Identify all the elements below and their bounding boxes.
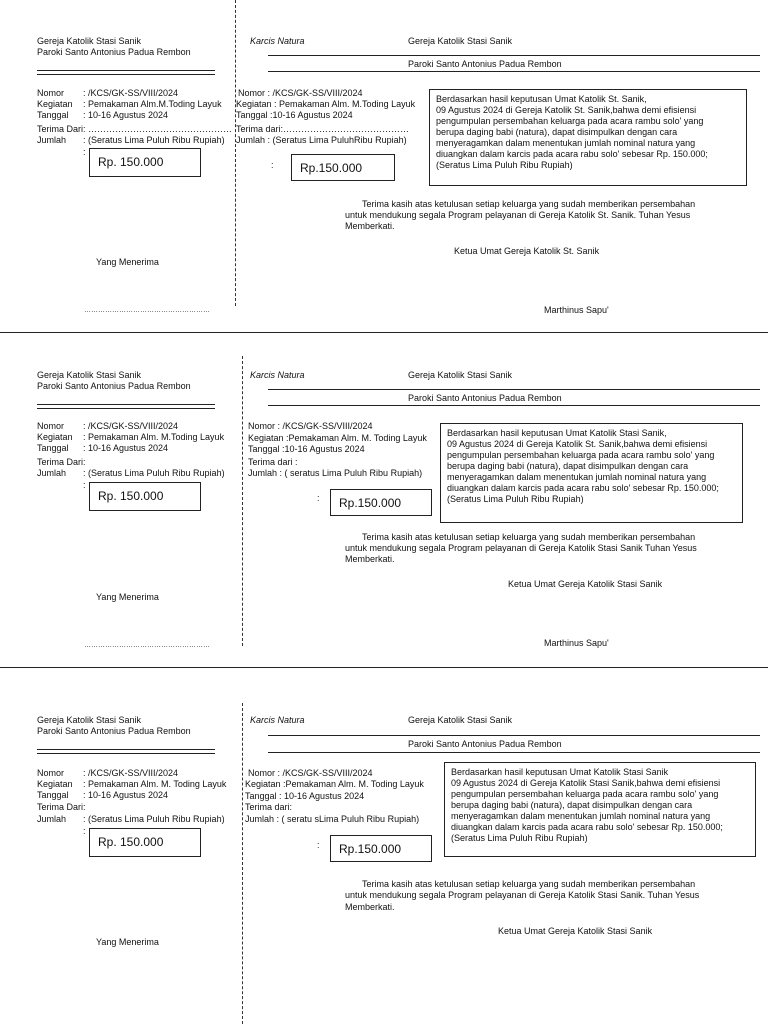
colon: :	[83, 147, 86, 157]
kegiatan-value: : Pemakaman Alm. M. Toding Layuk	[83, 779, 227, 789]
thanks-line: untuk mendukung segala Program pelayanan di Gereja Katolik St. Sanik. Tuhan Yesus	[345, 210, 691, 220]
header-rule	[268, 735, 760, 736]
jumlah-right: Jumlah : (Seratus Lima PuluhRibu Rupiah)	[236, 135, 407, 145]
parish-name: Paroki Santo Antonius Padua Rembon	[37, 47, 191, 57]
decision-line: diuangkan dalam karcis pada acara rabu solo' sebesar Rp. 150.000;	[447, 483, 719, 493]
header-rule	[268, 71, 760, 72]
colon: :	[317, 493, 320, 503]
receiver-label: Yang Menerima	[96, 937, 159, 947]
tanggal-right: Tanggal :10-16 Agustus 2024	[248, 444, 365, 454]
header-rule	[37, 749, 215, 750]
kegiatan-value: : Pemakaman Alm. M.Toding Layuk	[83, 432, 225, 442]
tanggal-label: Tanggal	[37, 443, 69, 453]
header-rule	[37, 74, 215, 75]
parish-name: Paroki Santo Antonius Padua Rembon	[37, 381, 191, 391]
kegiatan-right: Kegiatan :Pemakaman Alm. M. Toding Layuk	[245, 779, 424, 789]
thanks-line: Memberkati.	[345, 221, 395, 231]
kegiatan-label: Kegiatan	[37, 432, 73, 442]
terima-right: Terima dari:	[245, 802, 293, 812]
receiver-label: Yang Menerima	[96, 592, 159, 602]
terima-right: Terima dari :	[248, 457, 298, 467]
kegiatan-right: Kegiatan :Pemakaman Alm. M. Toding Layuk	[248, 433, 427, 443]
ticket-separator	[0, 667, 768, 668]
colon: :	[83, 826, 86, 836]
nomor-right: Nomor : /KCS/GK-SS/VIII/2024	[248, 421, 373, 431]
decision-line: 09 Agustus 2024 di Gereja Katolik St. Sanik,bahwa demi efisiensi	[447, 439, 708, 449]
decision-line: (Seratus Lima Puluh Ribu Rupiah)	[436, 160, 573, 170]
colon: :	[317, 840, 320, 850]
nomor-value: : /KCS/GK-SS/VIII/2024	[83, 88, 179, 98]
decision-line: berupa daging babi (natura), dapat disimpulkan dengan cara	[447, 461, 689, 471]
ketua-label: Ketua Umat Gereja Katolik St. Sanik	[454, 246, 600, 256]
nomor-label: Nomor	[37, 88, 65, 98]
nomor-value: : /KCS/GK-SS/VIII/2024	[83, 768, 179, 778]
karcis-title: Karcis Natura	[250, 36, 305, 46]
signature-line: ………………………………………………	[84, 642, 210, 649]
tanggal-label: Tanggal	[37, 110, 69, 120]
perforation-line	[242, 703, 243, 1024]
decision-line: (Seratus Lima Puluh Ribu Rupiah)	[447, 494, 584, 504]
decision-line: diuangkan dalam karcis pada acara rabu solo' sebesar Rp. 150.000;	[436, 149, 708, 159]
header-rule	[37, 408, 215, 409]
terima-label: Terima Dari:	[37, 802, 86, 812]
nomor-right: Nomor : /KCS/GK-SS/VIII/2024	[248, 768, 373, 778]
amount-box: Rp. 150.000	[89, 148, 201, 177]
colon: :	[83, 480, 86, 490]
kegiatan-value: : Pemakaman Alm.M.Toding Layuk	[83, 99, 222, 109]
ticket-separator	[0, 332, 768, 333]
decision-line: Berdasarkan hasil keputusan Umat Katolik St. Sanik,	[436, 94, 647, 104]
amount-box-right: Rp.150.000	[330, 489, 432, 516]
parish-name-right: Paroki Santo Antonius Padua Rembon	[408, 59, 562, 69]
header-rule	[37, 753, 215, 754]
kegiatan-right: Kegiatan : Pemakaman Alm. M.Toding Layuk	[236, 99, 416, 109]
org-name-right: Gereja Katolik Stasi Sanik	[408, 36, 513, 46]
org-name-right: Gereja Katolik Stasi Sanik	[408, 715, 513, 725]
decision-line: Berdasarkan hasil keputusan Umat Katolik Stasi Sanik	[451, 767, 669, 777]
thanks-line: Memberkati.	[345, 902, 395, 912]
header-rule	[268, 389, 760, 390]
tanggal-right: Tanggal : 10-16 Agustus 2024	[245, 791, 365, 801]
thanks-line: untuk mendukung segala Program pelayanan di Gereja Katolik Stasi Sanik. Tuhan Yesus	[345, 890, 700, 900]
signature-line: ………………………………………………	[84, 307, 210, 314]
terima-label: Terima Dari:	[37, 124, 86, 134]
decision-line: diuangkan dalam karcis pada acara rabu solo' sebesar Rp. 150.000;	[451, 822, 723, 832]
perforation-line	[242, 356, 243, 646]
decision-line: menyeragamkan dalam menentukan jumlah nominal natura yang	[451, 811, 711, 821]
jumlah-value: : (Seratus Lima Puluh Ribu Rupiah)	[83, 135, 225, 145]
decision-line: pengumpulan persembahan keluarga pada acara rambu solo' yang	[447, 450, 715, 460]
parish-name: Paroki Santo Antonius Padua Rembon	[37, 726, 191, 736]
decision-box	[429, 89, 747, 186]
decision-line: berupa daging babi (natura), dapat disimpulkan dengan cara	[451, 800, 693, 810]
header-rule	[268, 405, 760, 406]
ketua-label: Ketua Umat Gereja Katolik Stasi Sanik	[508, 579, 663, 589]
kegiatan-label: Kegiatan	[37, 99, 73, 109]
decision-line: menyeragamkan dalam menentukan jumlah nominal natura yang	[436, 138, 696, 148]
jumlah-value: : (Seratus Lima Puluh Ribu Rupiah)	[83, 468, 225, 478]
amount-box-right: Rp.150.000	[291, 154, 395, 181]
tanggal-value: : 10-16 Agustus 2024	[83, 443, 169, 453]
colon: :	[271, 160, 274, 170]
ticket-1	[0, 0, 768, 334]
tanggal-value: : 10-16 Agustus 2024	[83, 110, 169, 120]
nomor-label: Nomor	[37, 421, 65, 431]
header-rule	[37, 404, 215, 405]
signer-name: Marthinus Sapu'	[544, 305, 609, 315]
amount-box: Rp. 150.000	[89, 828, 201, 857]
amount-box-right: Rp.150.000	[330, 835, 432, 862]
kegiatan-label: Kegiatan	[37, 779, 73, 789]
decision-line: 09 Agustus 2024 di Gereja Katolik Stasi Sanik,bahwa demi efisiensi	[451, 778, 721, 788]
karcis-title: Karcis Natura	[250, 370, 305, 380]
decision-line: pengumpulan persembahan keluarga pada acara rambu solo' yang	[451, 789, 719, 799]
header-rule	[37, 70, 215, 71]
decision-line: menyeragamkan dalam menentukan jumlah nominal natura yang	[447, 472, 707, 482]
org-name-right: Gereja Katolik Stasi Sanik	[408, 370, 513, 380]
thanks-line: Terima kasih atas ketulusan setiap keluarga yang sudah memberikan persembahan	[362, 879, 696, 889]
jumlah-label: Jumlah	[37, 135, 67, 145]
nomor-right: Nomor : /KCS/GK-SS/VIII/2024	[238, 88, 363, 98]
decision-line: pengumpulan persembahan keluarga pada acara rambu solo' yang	[436, 116, 704, 126]
ticket-3	[0, 681, 768, 1015]
terima-value: …………………………………………	[88, 124, 232, 134]
thanks-line: Terima kasih atas ketulusan setiap keluarga yang sudah memberikan persembahan	[362, 199, 696, 209]
jumlah-right: Jumlah : ( seratus Lima Puluh Ribu Rupiah)	[248, 468, 423, 478]
jumlah-right: Jumlah : ( seratu sLima Puluh Ribu Rupiah)	[245, 814, 420, 824]
decision-line: berupa daging babi (natura), dapat disimpulkan dengan cara	[436, 127, 678, 137]
decision-line: 09 Agustus 2024 di Gereja Katolik St. Sanik,bahwa demi efisiensi	[436, 105, 697, 115]
decision-line: Berdasarkan hasil keputusan Umat Katolik Stasi Sanik,	[447, 428, 667, 438]
nomor-label: Nomor	[37, 768, 65, 778]
tanggal-right: Tanggal :10-16 Agustus 2024	[236, 110, 353, 120]
decision-box	[444, 762, 756, 857]
karcis-title: Karcis Natura	[250, 715, 305, 725]
amount-box: Rp. 150.000	[89, 482, 201, 511]
tanggal-label: Tanggal	[37, 790, 69, 800]
thanks-line: untuk mendukung segala Program pelayanan di Gereja Katolik Stasi Sanik Tuhan Yesus	[345, 543, 697, 553]
header-rule	[268, 752, 760, 753]
org-name: Gereja Katolik Stasi Sanik	[37, 36, 142, 46]
jumlah-label: Jumlah	[37, 468, 67, 478]
parish-name-right: Paroki Santo Antonius Padua Rembon	[408, 739, 562, 749]
thanks-line: Memberkati.	[345, 554, 395, 564]
thanks-line: Terima kasih atas ketulusan setiap keluarga yang sudah memberikan persembahan	[362, 532, 696, 542]
terima-right: Terima dari:……………………………………	[236, 124, 410, 134]
org-name: Gereja Katolik Stasi Sanik	[37, 370, 142, 380]
nomor-value: : /KCS/GK-SS/VIII/2024	[83, 421, 179, 431]
header-rule	[268, 55, 760, 56]
decision-line: (Seratus Lima Puluh Ribu Rupiah)	[451, 833, 588, 843]
ticket-2	[0, 334, 768, 668]
parish-name-right: Paroki Santo Antonius Padua Rembon	[408, 393, 562, 403]
jumlah-label: Jumlah	[37, 814, 67, 824]
receiver-label: Yang Menerima	[96, 257, 159, 267]
org-name: Gereja Katolik Stasi Sanik	[37, 715, 142, 725]
terima-label: Terima Dari:	[37, 457, 86, 467]
tanggal-value: : 10-16 Agustus 2024	[83, 790, 169, 800]
jumlah-value: : (Seratus Lima Puluh Ribu Rupiah)	[83, 814, 225, 824]
ketua-label: Ketua Umat Gereja Katolik Stasi Sanik	[498, 926, 653, 936]
decision-box	[440, 423, 743, 523]
signer-name: Marthinus Sapu'	[544, 638, 609, 648]
perforation-line	[235, 0, 236, 306]
